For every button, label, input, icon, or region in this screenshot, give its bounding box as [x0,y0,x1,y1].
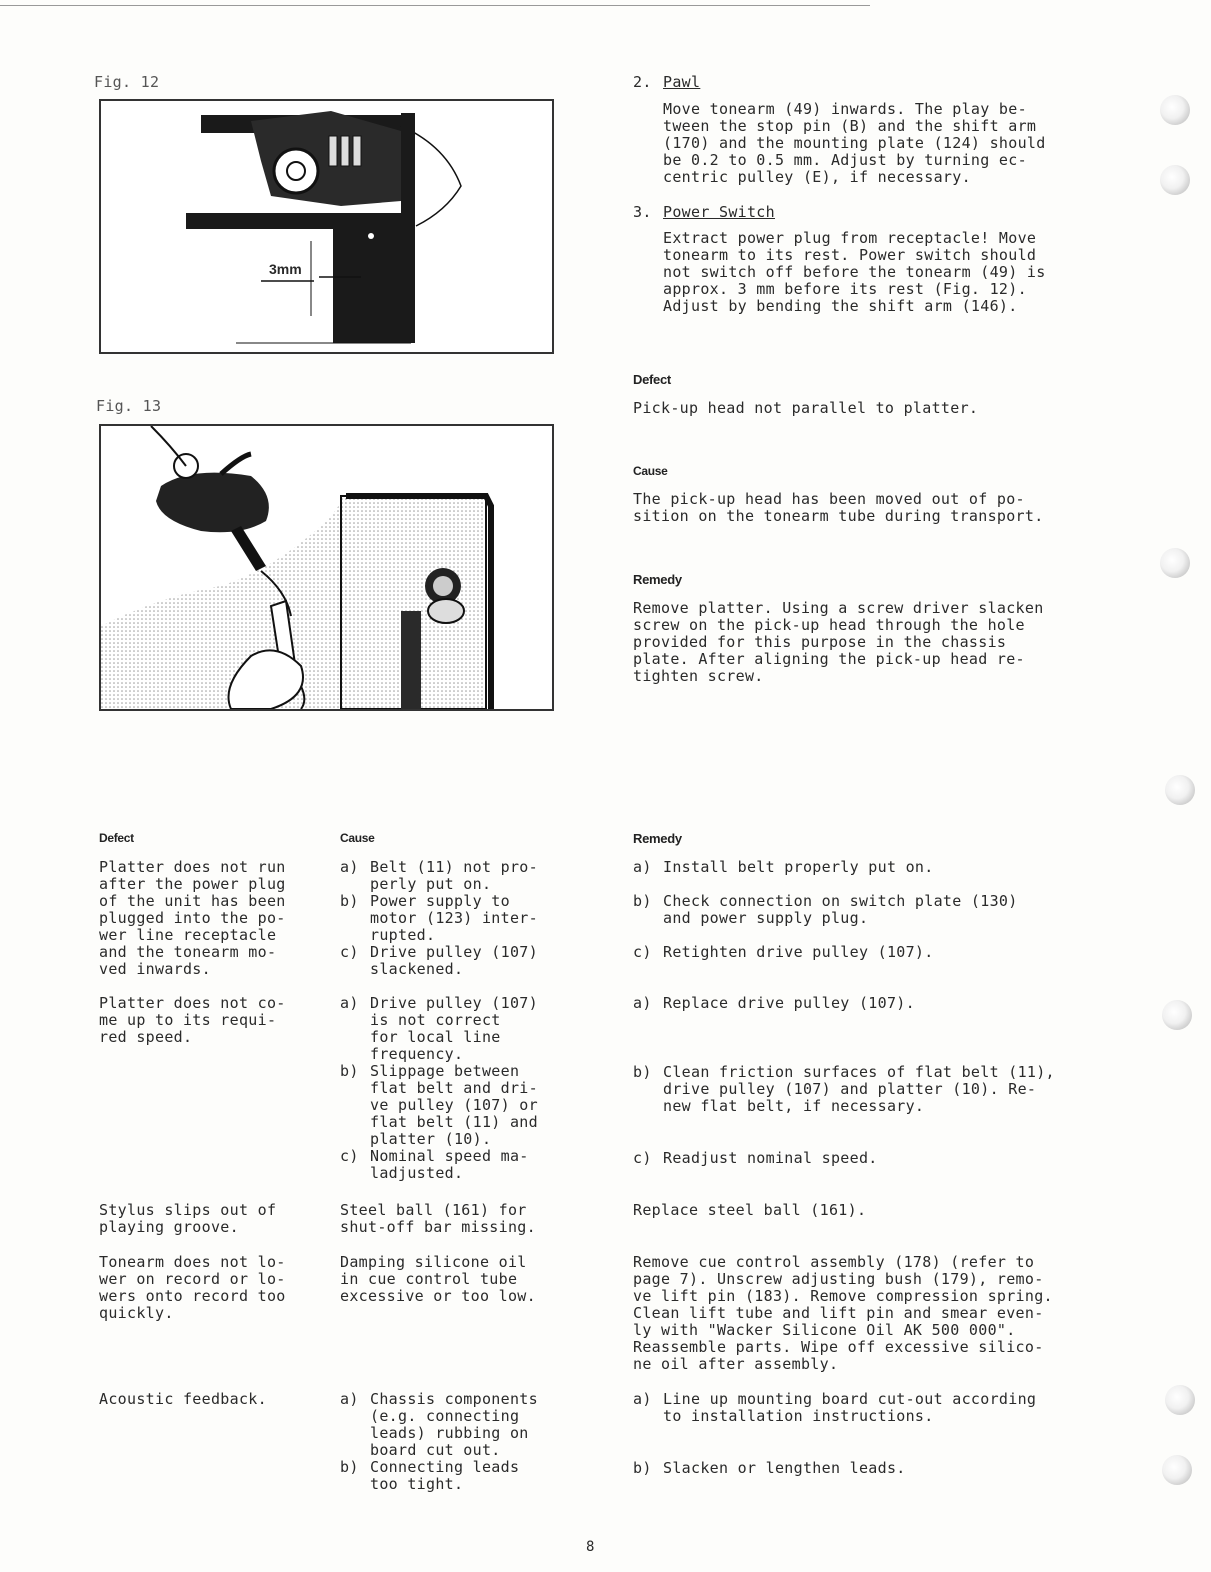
cause-item-text: Drive pulley (107) is not correct for local line frequency. [370,994,538,1063]
remedy-text: Remove platter. Using a screw driver slacken screw on the pick-up head through the hole provided for this purpose in the chassis plate. After aligning the pick-up head re- tighten screw. [633,599,1044,685]
remedy-item-text: Install belt properly put on. [663,858,934,876]
binder-hole-icon [1160,95,1190,125]
table-row-1-causes [340,859,538,978]
table-row-1-remedy-b [633,893,1018,927]
adjustment-2-number: 2. [633,73,652,91]
table-row-4-defect: Tonearm does not lo- wer on record or lo- wers onto record too quickly. [99,1253,286,1322]
table-row-2-remedy-c [633,1150,878,1167]
fig13-drawing [101,426,552,709]
cause-item [340,1459,538,1493]
table-row-3-remedy: Replace steel ball (161). [633,1201,867,1219]
binder-hole-icon [1160,548,1190,578]
cause-item-label: a) [340,994,359,1012]
cause-item [340,1063,538,1148]
remedy-item-label: b) [633,1459,652,1477]
table-header-remedy: Remedy [633,831,682,846]
cause-text: The pick-up head has been moved out of po- sition on the tonearm tube during transport. [633,490,1044,525]
binder-hole-icon [1162,1000,1192,1030]
table-header-cause: Cause [340,831,375,845]
cause-item-text: Slippage between flat belt and dri- ve pulley (107) or flat belt (11) and platter (10). [370,1062,538,1148]
cause-item [340,893,538,944]
table-row-3-defect: Stylus slips out of playing groove. [99,1201,277,1236]
remedy-item-text: Replace drive pulley (107). [663,994,915,1012]
cause-item-label: c) [340,943,359,961]
cause-item-label: c) [340,1147,359,1165]
table-row-2-causes [340,995,538,1182]
cause-item [340,944,538,978]
page-number: 8 [586,1539,595,1555]
cause-item-label: b) [340,892,359,910]
remedy-heading: Remedy [633,572,682,587]
fig13-label: Fig. 13 [96,397,162,415]
remedy-item-label: b) [633,892,652,910]
binder-hole-icon [1165,775,1195,805]
table-row-1-defect: Platter does not run after the power plug of the unit has been plugged into the po- wer line receptacle and the tonearm mo- ved inwards. [99,858,286,978]
remedy-item-text: Readjust nominal speed. [663,1149,878,1167]
binder-hole-icon [1162,1455,1192,1485]
cause-item [340,859,538,893]
table-header-defect: Defect [99,831,134,845]
cause-item-text: Chassis components (e.g. connecting leads) rubbing on board cut out. [370,1390,538,1459]
table-row-1-remedy-c [633,944,934,961]
remedy-item-text: Clean friction surfaces of flat belt (11), drive pulley (107) and platter (10). Re- new flat belt, if necessary. [663,1063,1055,1115]
remedy-item-label: c) [633,1149,652,1167]
cause-item-text: Power supply to motor (123) inter- rupted. [370,892,538,944]
table-row-2-remedy-b [633,1064,1055,1115]
remedy-item-label: b) [633,1063,652,1081]
cause-item-text: Nominal speed ma- ladjusted. [370,1147,529,1182]
table-row-3-cause: Steel ball (161) for shut-off bar missing. [340,1201,536,1236]
adjustment-2-text: Move tonearm (49) inwards. The play be- tween the stop pin (B) and the shift arm (170) and the mounting plate (124) should be 0.2 to 0.5 mm. Adjust by turning ec- centric pulley (E), if necessary. [663,100,1046,186]
table-row-4-cause: Damping silicone oil in cue control tube excessive or too low. [340,1253,536,1305]
fig12-illustration [99,99,554,354]
page-top-rule [0,5,870,6]
cause-heading: Cause [633,464,668,478]
binder-hole-icon [1165,1385,1195,1415]
defect-heading: Defect [633,372,671,387]
remedy-item-label: a) [633,858,652,876]
cause-item [340,995,538,1063]
fig13-illustration [99,424,554,711]
cause-item-label: b) [340,1458,359,1476]
table-row-5-causes [340,1391,538,1493]
table-row-1-remedy-a [633,859,934,876]
remedy-item-text: Retighten drive pulley (107). [663,943,934,961]
adjustment-3-text: Extract power plug from receptacle! Move tonearm to its rest. Power switch should not switch off before the tonearm (49) is approx. 3 mm before its rest (Fig. 12). Adjust by bending the shift arm (146). [663,229,1046,315]
fig12-label: Fig. 12 [94,73,160,91]
adjustment-3-title: Power Switch [663,203,775,221]
fig12-dimension-label: 3mm [269,261,302,277]
binder-hole-icon [1160,165,1190,195]
cause-item-text: Connecting leads too tight. [370,1458,520,1493]
remedy-item-label: c) [633,943,652,961]
cause-item-label: a) [340,858,359,876]
remedy-item-text: Slacken or lengthen leads. [663,1459,906,1477]
adjustment-3-number: 3. [633,203,652,221]
adjustment-2-title: Pawl [663,73,701,91]
defect-text: Pick-up head not parallel to platter. [633,399,979,417]
fig12-drawing [101,101,552,352]
table-row-5-defect: Acoustic feedback. [99,1390,267,1408]
cause-item-text: Drive pulley (107) slackened. [370,943,538,978]
cause-item-label: a) [340,1390,359,1408]
remedy-item-text: Check connection on switch plate (130) and power supply plug. [663,892,1018,927]
cause-item-text: Belt (11) not pro- perly put on. [370,858,538,893]
table-row-4-remedy: Remove cue control assembly (178) (refer to page 7). Unscrew adjusting bush (179), remo- ve lift pin (183). Remove compression spring. Clean lift tube and lift pin and smear even- ly with "Wacker Silicone Oil AK 500 000". Reassemble parts. Wipe off excessive silico- ne oil after assembly. [633,1253,1053,1373]
table-row-5-remedy-b [633,1460,906,1477]
remedy-item-label: a) [633,994,652,1012]
cause-item [340,1391,538,1459]
remedy-item-label: a) [633,1390,652,1408]
remedy-item-text: Line up mounting board cut-out according to installation instructions. [663,1390,1037,1425]
table-row-5-remedy-a [633,1391,1036,1425]
cause-item-label: b) [340,1062,359,1080]
table-row-2-defect: Platter does not co- me up to its requi- red speed. [99,994,286,1046]
table-row-2-remedy-a [633,995,915,1012]
cause-item [340,1148,538,1182]
